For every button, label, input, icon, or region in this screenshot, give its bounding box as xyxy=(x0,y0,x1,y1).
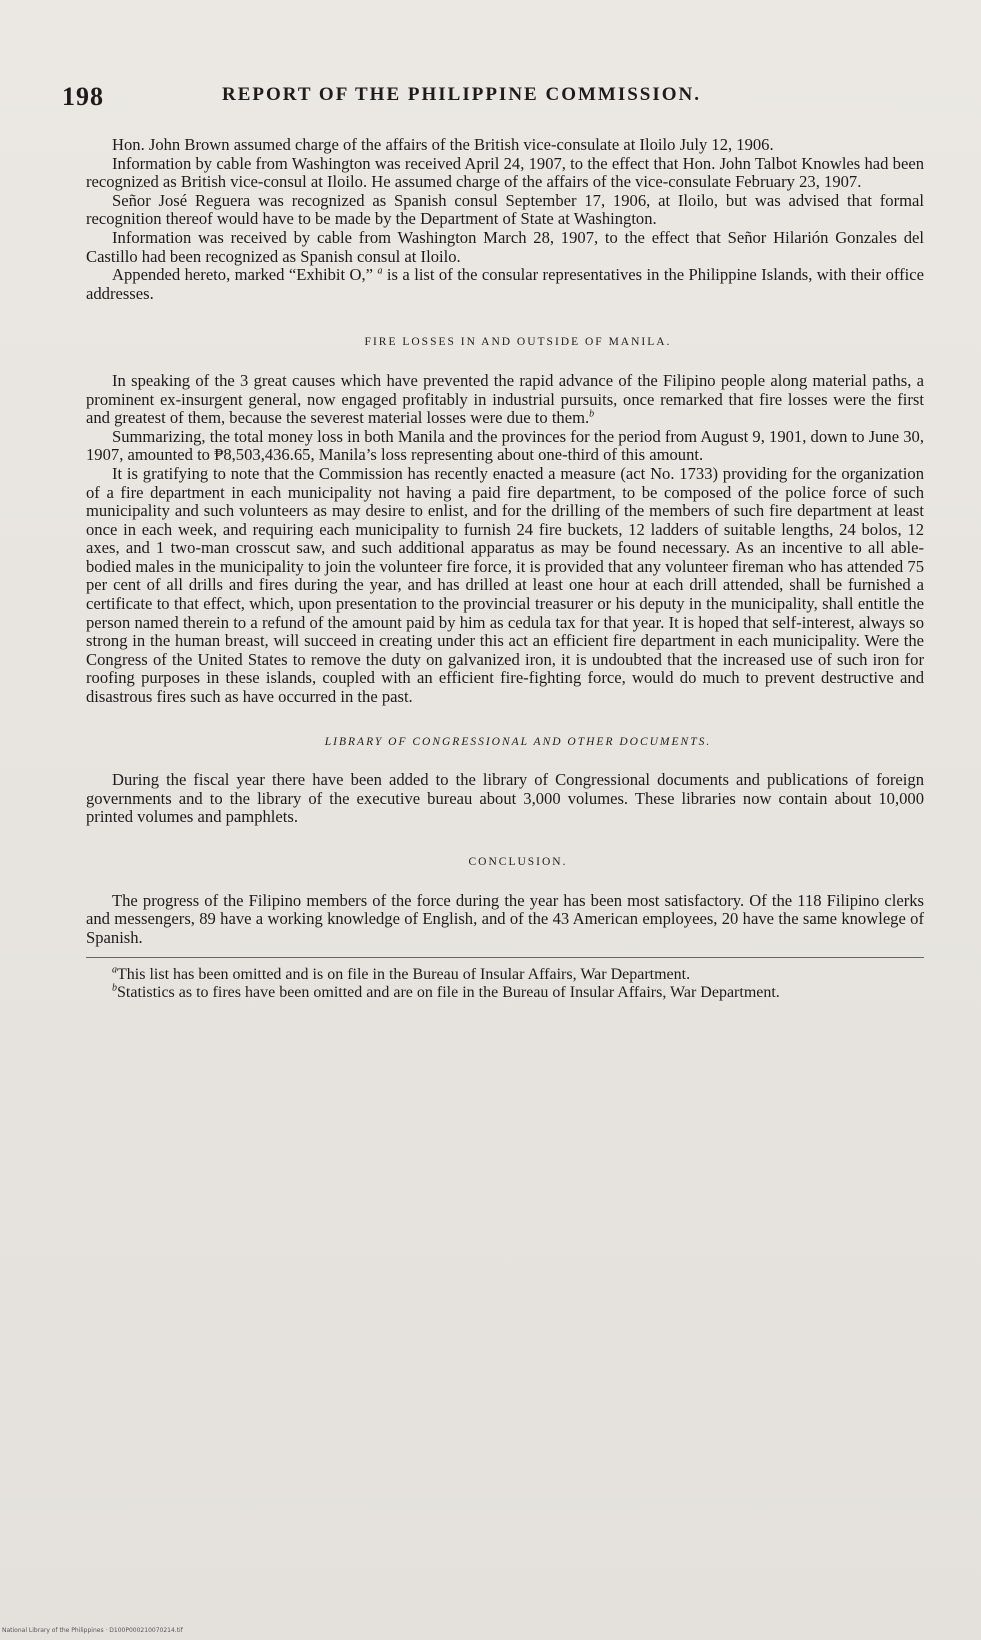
section-heading-conclusion: CONCLUSION. xyxy=(468,856,568,868)
footnote-divider xyxy=(86,957,924,958)
footnote-b xyxy=(86,984,924,1002)
paragraph-fire-act: It is gratifying to note that the Commission has recently enacted a measure (act No. 1733) providing for the organization of a fire department in each municipality not having a paid fire department, to be composed of the police force of such municipality and such volunteers as may desire to enlist, and for the drilling of the members of such fire department at least once in each week, and requiring each municipality to furnish 24 fire buckets, 12 ladders of suitable lengths, 24 bolos, 12 axes, and 1 two-man crosscut saw, and such additional apparatus as may be found necessary. As an incentive to all able-bodied males in the municipality to join the volunteer fire force, it is provided that any volunteer fireman who has attended 75 per cent of all drills and fires during the year, and has drilled at least one hour at each drill attended, shall be furnished a certificate to that effect, which, upon presentation to the provincial treasurer or his deputy in the municipality, shall entitle the person named therein to a refund of the amount paid by him as cedula tax for that year. It is hoped that self-interest, always so strong in the human breast, will succeed in creating under this act an efficient fire department in each municipality. Were the Congress of the United States to remove the duty on galvanized iron, it is undoubted that the increased use of such iron for roofing purposes in these islands, coupled with an efficient fire-fighting force, would do much to prevent destructive and disastrous fires such as have occurred in the past. xyxy=(86,463,924,707)
page-number: 198 xyxy=(62,82,104,111)
section-heading-library: LIBRARY OF CONGRESSIONAL AND OTHER DOCUMENTS. xyxy=(324,735,712,748)
running-head: REPORT OF THE PHILIPPINE COMMISSION. xyxy=(222,84,702,105)
paragraph-brown: Hon. John Brown assumed charge of the affairs of the British vice-consulate at Iloilo July 12, 1906. xyxy=(112,135,774,154)
page-header xyxy=(62,82,932,122)
paragraph-castillo: Information was received by cable from Washington March 28, 1907, to the effect that Señor Hilarión Gonzales del Castillo had been recognized as Spanish consul at Iloilo. xyxy=(86,227,924,266)
footnote-a-text: This list has been omitted and is on file in the Bureau of Insular Affairs, War Department. xyxy=(117,966,691,984)
paragraph-knowles: Information by cable from Washington was received April 24, 1907, to the effect that Hon. John Talbot Knowles had been recognized as British vice-consul at Iloilo. He assumed charge of the affairs of the vice-consulate February 23, 1907. xyxy=(86,153,924,192)
exhibit-text-rest: is a list of the consular representatives in the Philippine Islands, with their office addresses. xyxy=(86,265,924,303)
footnote-ref-a: a xyxy=(377,265,383,277)
footnote-mark-b: b xyxy=(112,983,117,995)
fire-causes-text: In speaking of the 3 great causes which have prevented the rapid advance of the Filipino people along material paths, a prominent ex-insurgent general, now engaged profitably in industrial pursuits, once remarked that fire losses were the first and greatest of them, because the severest material losses were due to them. xyxy=(86,370,924,428)
paragraph-fire-summary: Summarizing, the total money loss in both Manila and the provinces for the period from August 9, 1901, down to June 30, 1907, amounted to ₱8,503,436.65, Manila’s loss representing about one-third of this amount. xyxy=(86,426,924,465)
page-body xyxy=(86,136,924,1002)
scan-caption: National Library of the Philippines · D100P000210070214.tif xyxy=(2,1627,183,1634)
footnote-mark-a: a xyxy=(112,965,117,977)
paragraph-library: During the fiscal year there have been added to the library of Congressional documents and publications of foreign governments and to the library of the executive bureau about 3,000 volumes. These libraries now contain about 10,000 printed volumes and pamphlets. xyxy=(86,770,924,827)
footnote-b-text: Statistics as to fires have been omitted and are on file in the Bureau of Insular Affairs, War Department. xyxy=(117,984,780,1002)
paragraph-exhibit xyxy=(86,266,924,303)
footnote-a xyxy=(86,966,924,984)
footnotes xyxy=(86,966,924,1002)
paragraph-reguera: Señor José Reguera was recognized as Spanish consul September 17, 1906, at Iloilo, but was advised that formal recognition thereof would have to be made by the Department of State at Washington. xyxy=(86,190,924,229)
exhibit-text: Appended hereto, marked “Exhibit O,” xyxy=(112,265,374,285)
section-heading-fire-losses: FIRE LOSSES IN AND OUTSIDE OF MANILA. xyxy=(364,336,672,349)
paragraph-conclusion: The progress of the Filipino members of the force during the year has been most satisfactory. Of the 118 Filipino clerks and messengers, 89 have a working knowledge of English, and of the 43 American employees, 20 have the same knowlege of Spanish. xyxy=(86,890,924,947)
paragraph-fire-causes xyxy=(86,372,924,428)
footnote-ref-b: b xyxy=(589,408,595,420)
